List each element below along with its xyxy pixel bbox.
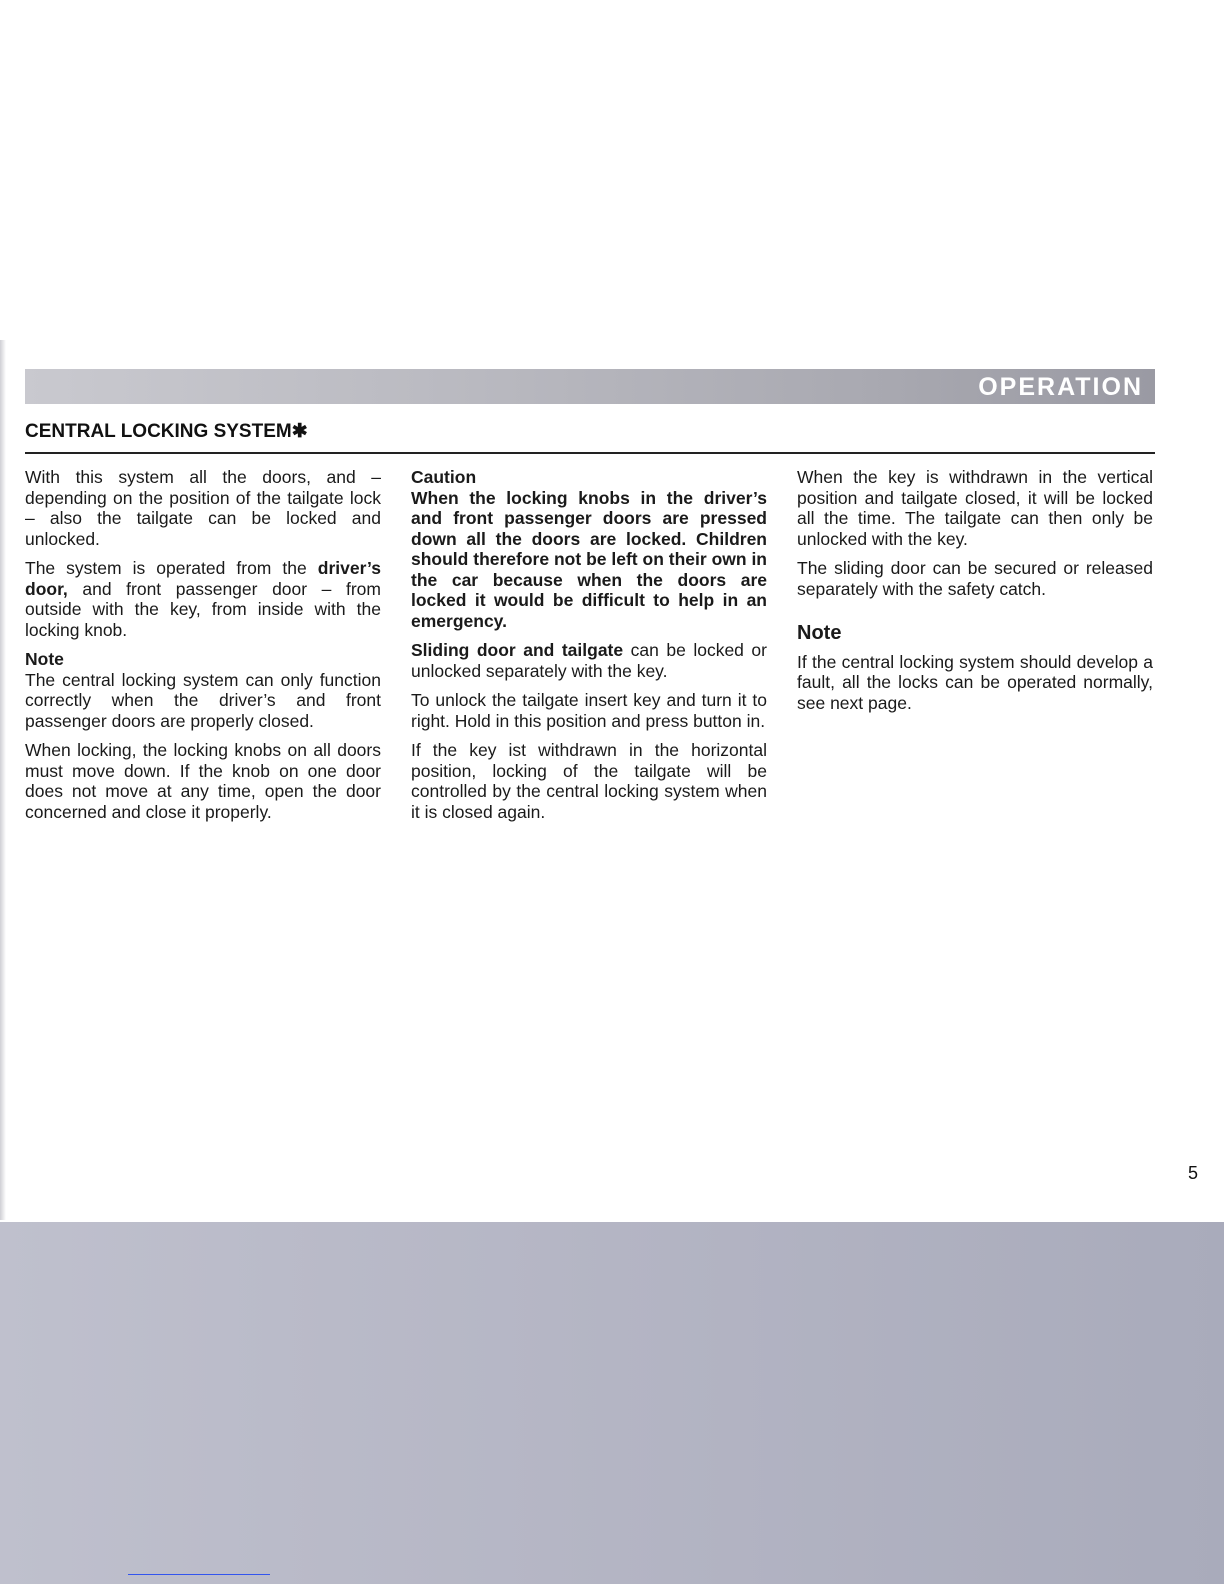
paragraph: The sliding door can be secured or released separately with the safety catch.: [797, 558, 1153, 599]
page-number: 5: [1188, 1163, 1199, 1183]
paragraph: [411, 640, 767, 681]
caution-heading: Caution: [411, 467, 477, 487]
paragraph: If the key ist withdrawn in the horizontal position, locking of the tailgate will be controlled by the central locking system when it is closed again.: [411, 740, 767, 822]
text-column-3: [797, 467, 1153, 722]
section-label: OPERATION: [978, 373, 1143, 401]
text-run: The system is operated from the: [25, 558, 318, 578]
scan-artifact-line: [128, 1574, 270, 1575]
note-heading: Note: [797, 622, 842, 644]
paragraph: When locking, the locking knobs on all doors must move down. If the knob on one door does not move at any time, open the door concerned and close it properly.: [25, 740, 381, 822]
scan-background: [0, 1222, 1224, 1584]
title-divider: [25, 452, 1155, 454]
bold-text-run: driver’s door,: [25, 558, 381, 599]
note-text: If the central locking system should develop a fault, all the locks can be operated normally, see next page.: [797, 651, 1153, 713]
text-run: can be locked or unlocked separately with the key.: [411, 640, 767, 681]
page-edge-shadow: [0, 340, 6, 1220]
text-column-2: [411, 467, 767, 831]
bold-text-run: Sliding door and tailgate: [411, 640, 624, 660]
page-title: CENTRAL LOCKING SYSTEM✱: [25, 421, 308, 442]
paragraph: With this system all the doors, and – depending on the position of the tailgate lock – also the tailgate can be locked and unlocked.: [25, 467, 381, 549]
note-text: The central locking system can only function correctly when the driver’s and front passenger doors are properly closed.: [25, 669, 381, 731]
paragraph: To unlock the tailgate insert key and turn it to right. Hold in this position and press button in.: [411, 690, 767, 731]
paragraph: [25, 558, 381, 640]
paragraph: When the key is withdrawn in the vertical position and tailgate closed, it will be locked all the time. The tailgate can then only be unlocked with the key.: [797, 467, 1153, 549]
text-column-1: [25, 467, 381, 831]
text-run: and front passenger door – from outside with the key, from inside with the locking knob.: [25, 578, 381, 640]
caution-text: When the locking knobs in the driver’s and front passenger doors are pressed down all the doors are locked. Children should therefore not be left on their own in the car because when the doors are locked it would be difficult to help in an emergency.: [411, 487, 767, 631]
section-header-bar: [25, 369, 1155, 404]
note-heading: Note: [25, 649, 64, 669]
